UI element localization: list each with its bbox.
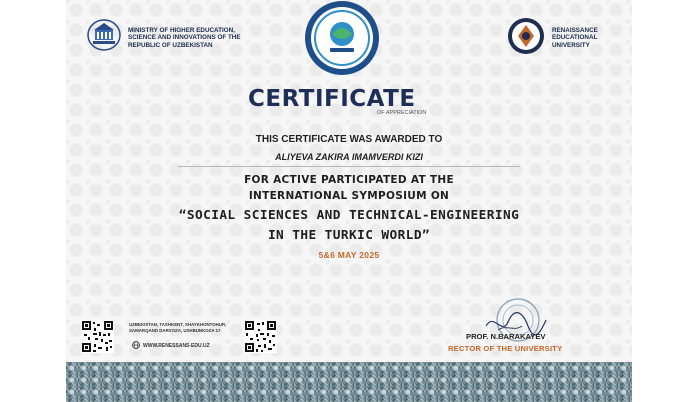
qr-code-icon <box>244 320 277 353</box>
signatory-title: RECTOR OF THE UNIVERSITY <box>448 344 563 353</box>
university-address: UZBEKISTAN, TASHKENT, SHAYKHONTOHUR, SAMARQAND DARVOZA, USHBUNKOZA 17 <box>129 322 227 333</box>
name-underline <box>178 166 520 167</box>
website-link[interactable]: WWW.RENESSANS-EDU.UZ <box>143 343 210 349</box>
ministry-emblem-icon <box>86 18 122 52</box>
symposium-seal-icon <box>302 0 382 80</box>
reason-line-1: FOR ACTIVE PARTICIPATED AT THE <box>244 174 454 186</box>
left-margin <box>0 0 66 402</box>
university-name: RENAISSANCE EDUCATIONAL UNIVERSITY <box>552 27 598 49</box>
recipient-name: ALIYEVA ZAKIRA IMAMVERDI KIZI <box>275 152 423 162</box>
awarded-line: THIS CERTIFICATE WAS AWARDED TO <box>255 134 443 145</box>
ornamental-border <box>66 362 632 402</box>
certificate-subtitle: OF APPRECIATION <box>377 110 427 116</box>
symposium-title-line-1: “SOCIAL SCIENCES AND TECHNICAL-ENGINEERING <box>178 208 520 223</box>
globe-icon <box>132 341 140 349</box>
right-margin <box>634 0 700 402</box>
qr-code-icon <box>81 320 114 353</box>
certificate-title: CERTIFICATE <box>248 86 416 112</box>
reason-line-2: INTERNATIONAL SYMPOSIUM ON <box>248 190 450 202</box>
ministry-name: MINISTRY OF HIGHER EDUCATION, SCIENCE AND INNOVATIONS OF THE REPUBLIC OF UZBEKISTAN <box>128 27 241 49</box>
event-date: 5&6 MAY 2025 <box>318 250 380 260</box>
certificate <box>66 0 632 402</box>
signatory-name: PROF. N.BARAKAYEV <box>466 332 546 341</box>
renaissance-logo-icon <box>507 17 545 55</box>
symposium-title-line-2: IN THE TURKIC WORLD” <box>267 228 431 243</box>
